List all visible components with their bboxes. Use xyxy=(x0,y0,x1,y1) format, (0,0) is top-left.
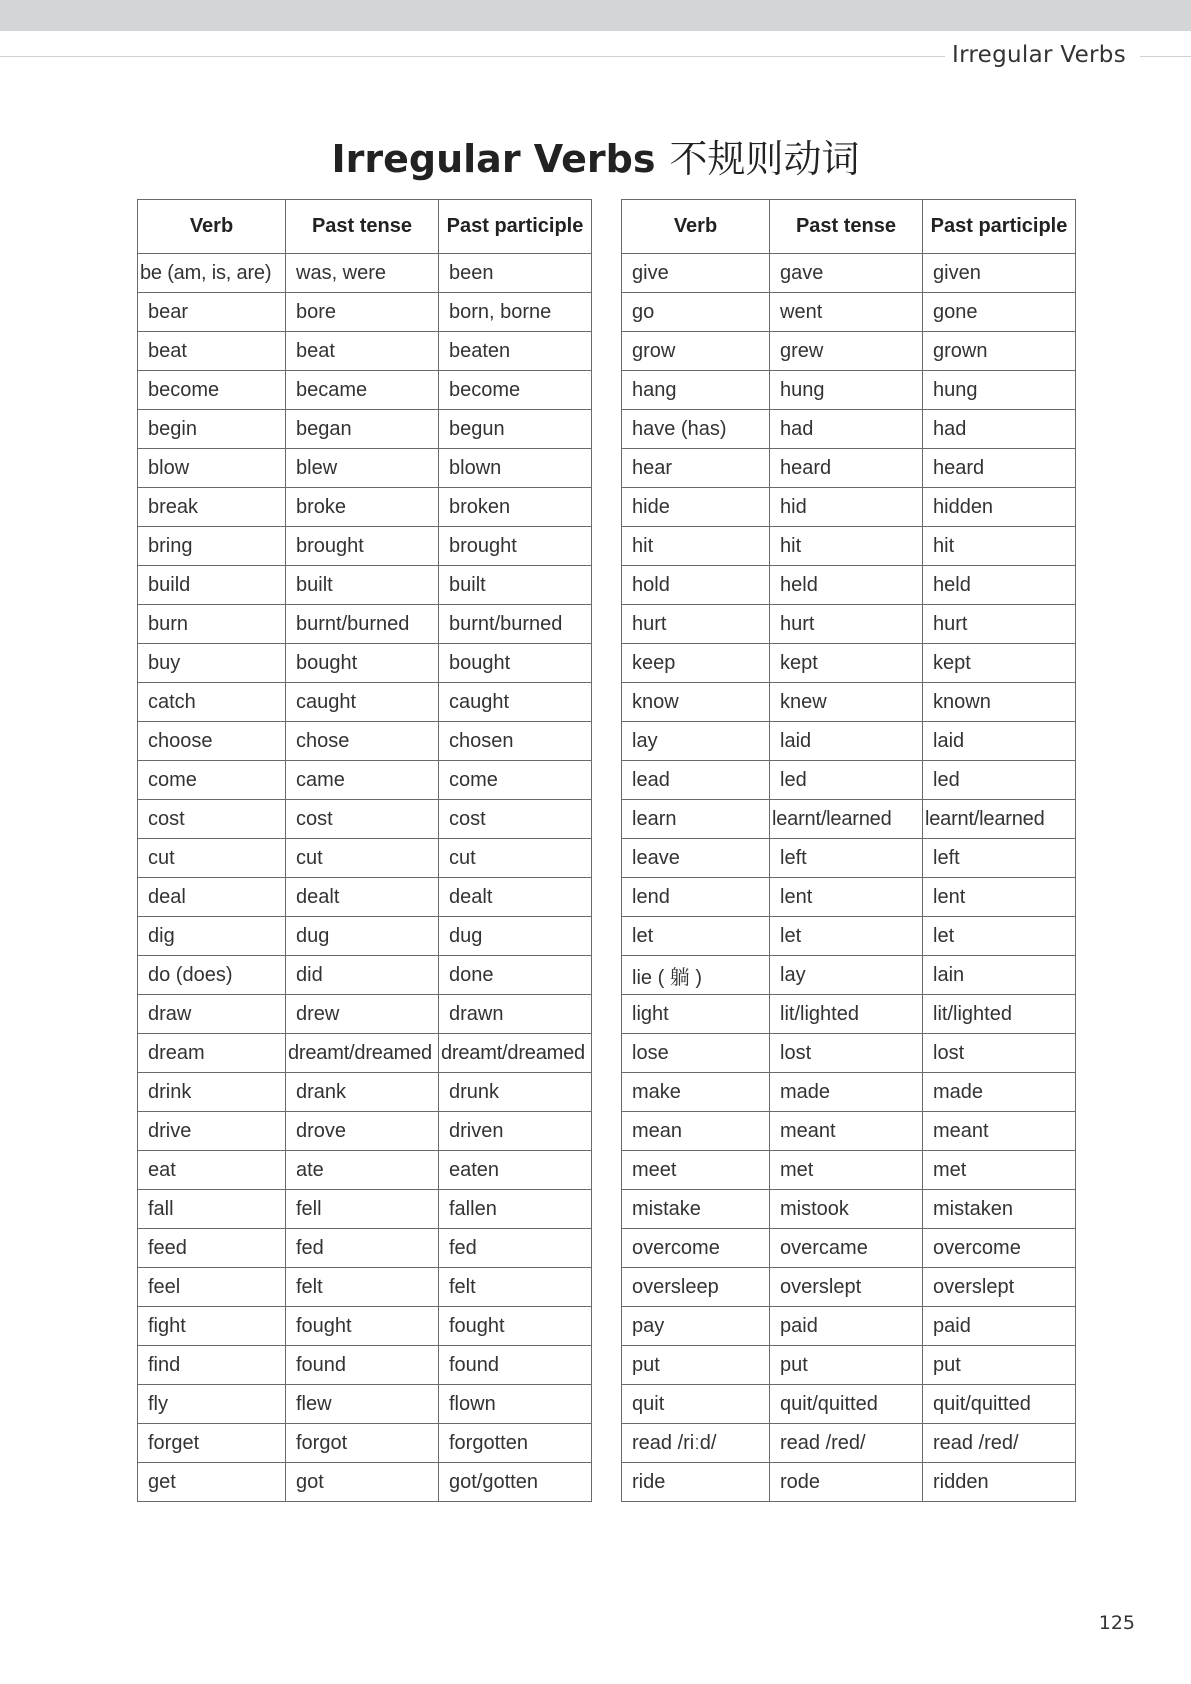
verb-cell: bear xyxy=(138,293,286,332)
past-tense-cell: caught xyxy=(286,683,439,722)
table-row xyxy=(138,371,592,410)
table-row xyxy=(138,761,592,800)
table-row xyxy=(622,1268,1076,1307)
header-verb: Verb xyxy=(138,200,286,254)
verb-cell: go xyxy=(622,293,770,332)
past-participle-cell: cost xyxy=(439,800,592,839)
verb-cell: light xyxy=(622,995,770,1034)
table-row xyxy=(138,449,592,488)
table-row xyxy=(138,917,592,956)
verb-cell: drive xyxy=(138,1112,286,1151)
past-participle-cell: got/gotten xyxy=(439,1463,592,1502)
past-participle-cell: forgotten xyxy=(439,1424,592,1463)
past-participle-cell: brought xyxy=(439,527,592,566)
past-participle-cell: come xyxy=(439,761,592,800)
verb-cell: lie ( 躺 ) xyxy=(622,956,770,995)
verb-cell: get xyxy=(138,1463,286,1502)
verb-cell: cost xyxy=(138,800,286,839)
table-header-row xyxy=(138,200,592,254)
past-participle-cell: felt xyxy=(439,1268,592,1307)
verb-cell: pay xyxy=(622,1307,770,1346)
past-participle-cell: had xyxy=(923,410,1076,449)
past-participle-cell: made xyxy=(923,1073,1076,1112)
verb-cell: mistake xyxy=(622,1190,770,1229)
verb-cell: feed xyxy=(138,1229,286,1268)
verb-cell: hear xyxy=(622,449,770,488)
past-tense-cell: meant xyxy=(770,1112,923,1151)
table-row xyxy=(138,1307,592,1346)
table-row xyxy=(138,1346,592,1385)
verb-cell: leave xyxy=(622,839,770,878)
past-participle-cell: chosen xyxy=(439,722,592,761)
verb-cell: dream xyxy=(138,1034,286,1073)
past-tense-cell: brought xyxy=(286,527,439,566)
verb-cell: give xyxy=(622,254,770,293)
past-tense-cell: became xyxy=(286,371,439,410)
past-participle-cell: born, borne xyxy=(439,293,592,332)
past-participle-cell: lent xyxy=(923,878,1076,917)
past-tense-cell: fell xyxy=(286,1190,439,1229)
verb-cell: draw xyxy=(138,995,286,1034)
verb-cell: burn xyxy=(138,605,286,644)
table-row xyxy=(622,1424,1076,1463)
table-row xyxy=(622,956,1076,995)
past-tense-cell: learnt/learned xyxy=(770,800,923,839)
past-tense-cell: beat xyxy=(286,332,439,371)
table-row xyxy=(138,1229,592,1268)
header-past-tense: Past tense xyxy=(286,200,439,254)
table-row xyxy=(622,800,1076,839)
verb-cell: begin xyxy=(138,410,286,449)
table-row xyxy=(622,644,1076,683)
past-participle-cell: beaten xyxy=(439,332,592,371)
past-participle-cell: done xyxy=(439,956,592,995)
past-participle-cell: ridden xyxy=(923,1463,1076,1502)
past-tense-cell: drove xyxy=(286,1112,439,1151)
table-row xyxy=(138,293,592,332)
verb-cell: lay xyxy=(622,722,770,761)
past-tense-cell: bought xyxy=(286,644,439,683)
past-participle-cell: burnt/burned xyxy=(439,605,592,644)
table-row xyxy=(622,566,1076,605)
running-head: Irregular Verbs xyxy=(951,42,1126,68)
past-tense-cell: hung xyxy=(770,371,923,410)
past-tense-cell: flew xyxy=(286,1385,439,1424)
past-participle-cell: lost xyxy=(923,1034,1076,1073)
table-row xyxy=(138,605,592,644)
table-row xyxy=(622,1307,1076,1346)
verb-cell: have (has) xyxy=(622,410,770,449)
verb-cell: feel xyxy=(138,1268,286,1307)
past-tense-cell: put xyxy=(770,1346,923,1385)
past-tense-cell: built xyxy=(286,566,439,605)
table-row xyxy=(138,1268,592,1307)
table-row xyxy=(622,410,1076,449)
verb-cell: overcome xyxy=(622,1229,770,1268)
past-participle-cell: dreamt/dreamed xyxy=(439,1034,592,1073)
verb-cell: put xyxy=(622,1346,770,1385)
past-tense-cell: dealt xyxy=(286,878,439,917)
table-row xyxy=(138,527,592,566)
past-participle-cell: left xyxy=(923,839,1076,878)
past-participle-cell: held xyxy=(923,566,1076,605)
past-participle-cell: meant xyxy=(923,1112,1076,1151)
table-row xyxy=(622,995,1076,1034)
table-row xyxy=(138,1073,592,1112)
past-tense-cell: was, were xyxy=(286,254,439,293)
verb-cell: dig xyxy=(138,917,286,956)
past-participle-cell: cut xyxy=(439,839,592,878)
past-tense-cell: overslept xyxy=(770,1268,923,1307)
past-participle-cell: drawn xyxy=(439,995,592,1034)
table-row xyxy=(622,683,1076,722)
past-tense-cell: got xyxy=(286,1463,439,1502)
table-row xyxy=(138,839,592,878)
verb-cell: fly xyxy=(138,1385,286,1424)
past-participle-cell: gone xyxy=(923,293,1076,332)
verb-cell: beat xyxy=(138,332,286,371)
past-tense-cell: cost xyxy=(286,800,439,839)
verb-cell: lend xyxy=(622,878,770,917)
verb-cell: oversleep xyxy=(622,1268,770,1307)
verb-cell: hide xyxy=(622,488,770,527)
verb-cell: lose xyxy=(622,1034,770,1073)
header-rule xyxy=(1140,56,1191,57)
table-row xyxy=(622,839,1076,878)
past-participle-cell: learnt/learned xyxy=(923,800,1076,839)
table-row xyxy=(138,1034,592,1073)
past-participle-cell: lain xyxy=(923,956,1076,995)
past-participle-cell: flown xyxy=(439,1385,592,1424)
past-tense-cell: dreamt/dreamed xyxy=(286,1034,439,1073)
past-tense-cell: rode xyxy=(770,1463,923,1502)
irregular-verbs-table-right xyxy=(621,199,1076,1502)
past-participle-cell: fought xyxy=(439,1307,592,1346)
past-participle-cell: met xyxy=(923,1151,1076,1190)
past-participle-cell: fallen xyxy=(439,1190,592,1229)
past-tense-cell: drew xyxy=(286,995,439,1034)
past-tense-cell: found xyxy=(286,1346,439,1385)
header-verb: Verb xyxy=(622,200,770,254)
past-tense-cell: paid xyxy=(770,1307,923,1346)
past-participle-cell: eaten xyxy=(439,1151,592,1190)
verb-cell: drink xyxy=(138,1073,286,1112)
past-tense-cell: led xyxy=(770,761,923,800)
past-tense-cell: dug xyxy=(286,917,439,956)
table-row xyxy=(138,1190,592,1229)
past-tense-cell: began xyxy=(286,410,439,449)
verb-cell: build xyxy=(138,566,286,605)
table-row xyxy=(622,449,1076,488)
past-participle-cell: driven xyxy=(439,1112,592,1151)
table-row xyxy=(138,644,592,683)
header-past-participle: Past participle xyxy=(439,200,592,254)
verb-cell: bring xyxy=(138,527,286,566)
table-row xyxy=(138,878,592,917)
table-row xyxy=(622,293,1076,332)
header-rule xyxy=(0,56,945,57)
verb-cell: hang xyxy=(622,371,770,410)
verb-cell: lead xyxy=(622,761,770,800)
table-row xyxy=(138,1385,592,1424)
table-row xyxy=(138,254,592,293)
table-row xyxy=(622,1073,1076,1112)
past-tense-cell: grew xyxy=(770,332,923,371)
table-row xyxy=(138,800,592,839)
page-number: 125 xyxy=(1098,1612,1135,1634)
verb-cell: deal xyxy=(138,878,286,917)
past-tense-cell: burnt/burned xyxy=(286,605,439,644)
table-row xyxy=(622,1034,1076,1073)
past-tense-cell: left xyxy=(770,839,923,878)
verb-cell: fall xyxy=(138,1190,286,1229)
past-tense-cell: overcame xyxy=(770,1229,923,1268)
table-row xyxy=(138,722,592,761)
past-tense-cell: lit/lighted xyxy=(770,995,923,1034)
past-tense-cell: let xyxy=(770,917,923,956)
past-participle-cell: bought xyxy=(439,644,592,683)
past-tense-cell: heard xyxy=(770,449,923,488)
past-participle-cell: mistaken xyxy=(923,1190,1076,1229)
past-participle-cell: quit/quitted xyxy=(923,1385,1076,1424)
verb-cell: break xyxy=(138,488,286,527)
past-participle-cell: become xyxy=(439,371,592,410)
past-tense-cell: hit xyxy=(770,527,923,566)
past-tense-cell: lay xyxy=(770,956,923,995)
verb-cell: eat xyxy=(138,1151,286,1190)
past-participle-cell: hurt xyxy=(923,605,1076,644)
past-tense-cell: made xyxy=(770,1073,923,1112)
header-past-participle: Past participle xyxy=(923,200,1076,254)
table-row xyxy=(138,410,592,449)
table-header-row xyxy=(622,200,1076,254)
table-row xyxy=(622,527,1076,566)
verb-cell: be (am, is, are) xyxy=(138,254,286,293)
past-participle-cell: broken xyxy=(439,488,592,527)
past-participle-cell: hidden xyxy=(923,488,1076,527)
table-row xyxy=(622,371,1076,410)
irregular-verbs-table-left xyxy=(137,199,592,1502)
past-tense-cell: lent xyxy=(770,878,923,917)
past-participle-cell: kept xyxy=(923,644,1076,683)
verb-cell: forget xyxy=(138,1424,286,1463)
verb-cell: buy xyxy=(138,644,286,683)
past-tense-cell: read /red/ xyxy=(770,1424,923,1463)
table-row xyxy=(622,1385,1076,1424)
table-row xyxy=(622,917,1076,956)
past-tense-cell: felt xyxy=(286,1268,439,1307)
past-tense-cell: forgot xyxy=(286,1424,439,1463)
past-tense-cell: blew xyxy=(286,449,439,488)
past-participle-cell: grown xyxy=(923,332,1076,371)
past-tense-cell: lost xyxy=(770,1034,923,1073)
past-tense-cell: had xyxy=(770,410,923,449)
past-tense-cell: gave xyxy=(770,254,923,293)
past-participle-cell: begun xyxy=(439,410,592,449)
past-participle-cell: laid xyxy=(923,722,1076,761)
past-tense-cell: came xyxy=(286,761,439,800)
page-title-chinese: 不规则动词 xyxy=(669,137,860,181)
verb-cell: do (does) xyxy=(138,956,286,995)
past-participle-cell: overcome xyxy=(923,1229,1076,1268)
past-participle-cell: lit/lighted xyxy=(923,995,1076,1034)
table-row xyxy=(622,1346,1076,1385)
past-participle-cell: blown xyxy=(439,449,592,488)
verb-cell: choose xyxy=(138,722,286,761)
verb-cell: make xyxy=(622,1073,770,1112)
past-participle-cell: let xyxy=(923,917,1076,956)
past-participle-cell: built xyxy=(439,566,592,605)
table-row xyxy=(138,488,592,527)
past-tense-cell: went xyxy=(770,293,923,332)
page-title xyxy=(0,128,1191,183)
past-participle-cell: dealt xyxy=(439,878,592,917)
past-tense-cell: quit/quitted xyxy=(770,1385,923,1424)
verb-cell: come xyxy=(138,761,286,800)
table-row xyxy=(138,566,592,605)
verb-cell: know xyxy=(622,683,770,722)
past-tense-cell: fought xyxy=(286,1307,439,1346)
past-participle-cell: fed xyxy=(439,1229,592,1268)
table-row xyxy=(622,1190,1076,1229)
verb-cell: find xyxy=(138,1346,286,1385)
table-row xyxy=(622,1151,1076,1190)
table-row xyxy=(138,683,592,722)
past-tense-cell: ate xyxy=(286,1151,439,1190)
verb-cell: mean xyxy=(622,1112,770,1151)
verb-cell: hurt xyxy=(622,605,770,644)
verb-cell: cut xyxy=(138,839,286,878)
verb-cell: let xyxy=(622,917,770,956)
past-participle-cell: drunk xyxy=(439,1073,592,1112)
past-tense-cell: mistook xyxy=(770,1190,923,1229)
verb-cell: grow xyxy=(622,332,770,371)
top-bar xyxy=(0,0,1191,31)
past-tense-cell: broke xyxy=(286,488,439,527)
verb-cell: learn xyxy=(622,800,770,839)
table-row xyxy=(622,722,1076,761)
table-row xyxy=(622,1229,1076,1268)
past-participle-cell: overslept xyxy=(923,1268,1076,1307)
table-row xyxy=(622,1463,1076,1502)
verb-cell: fight xyxy=(138,1307,286,1346)
verb-cell: ride xyxy=(622,1463,770,1502)
past-tense-cell: bore xyxy=(286,293,439,332)
verb-cell: blow xyxy=(138,449,286,488)
table-row xyxy=(138,995,592,1034)
past-participle-cell: known xyxy=(923,683,1076,722)
table-row xyxy=(138,1151,592,1190)
table-row xyxy=(138,1112,592,1151)
verb-cell: become xyxy=(138,371,286,410)
past-participle-cell: dug xyxy=(439,917,592,956)
table-row xyxy=(622,254,1076,293)
past-participle-cell: led xyxy=(923,761,1076,800)
verb-cell: hit xyxy=(622,527,770,566)
past-tense-cell: kept xyxy=(770,644,923,683)
past-participle-cell: been xyxy=(439,254,592,293)
past-tense-cell: held xyxy=(770,566,923,605)
header-past-tense: Past tense xyxy=(770,200,923,254)
verb-cell: meet xyxy=(622,1151,770,1190)
past-tense-cell: met xyxy=(770,1151,923,1190)
past-participle-cell: given xyxy=(923,254,1076,293)
past-tense-cell: cut xyxy=(286,839,439,878)
table-row xyxy=(622,488,1076,527)
past-participle-cell: put xyxy=(923,1346,1076,1385)
past-participle-cell: paid xyxy=(923,1307,1076,1346)
page-title-english: Irregular Verbs xyxy=(331,137,656,181)
past-participle-cell: hung xyxy=(923,371,1076,410)
table-row xyxy=(138,332,592,371)
table-row xyxy=(622,878,1076,917)
past-tense-cell: fed xyxy=(286,1229,439,1268)
past-participle-cell: caught xyxy=(439,683,592,722)
table-row xyxy=(138,1424,592,1463)
verb-cell: catch xyxy=(138,683,286,722)
past-tense-cell: chose xyxy=(286,722,439,761)
past-participle-cell: heard xyxy=(923,449,1076,488)
past-participle-cell: found xyxy=(439,1346,592,1385)
verb-cell: keep xyxy=(622,644,770,683)
past-tense-cell: drank xyxy=(286,1073,439,1112)
table-row xyxy=(622,761,1076,800)
past-tense-cell: did xyxy=(286,956,439,995)
verb-cell: read /riːd/ xyxy=(622,1424,770,1463)
verb-cell: quit xyxy=(622,1385,770,1424)
past-tense-cell: hid xyxy=(770,488,923,527)
past-participle-cell: hit xyxy=(923,527,1076,566)
past-tense-cell: hurt xyxy=(770,605,923,644)
past-tense-cell: laid xyxy=(770,722,923,761)
table-row xyxy=(622,1112,1076,1151)
table-row xyxy=(138,1463,592,1502)
table-row xyxy=(138,956,592,995)
table-row xyxy=(622,605,1076,644)
table-row xyxy=(622,332,1076,371)
past-tense-cell: knew xyxy=(770,683,923,722)
past-participle-cell: read /red/ xyxy=(923,1424,1076,1463)
verb-cell: hold xyxy=(622,566,770,605)
